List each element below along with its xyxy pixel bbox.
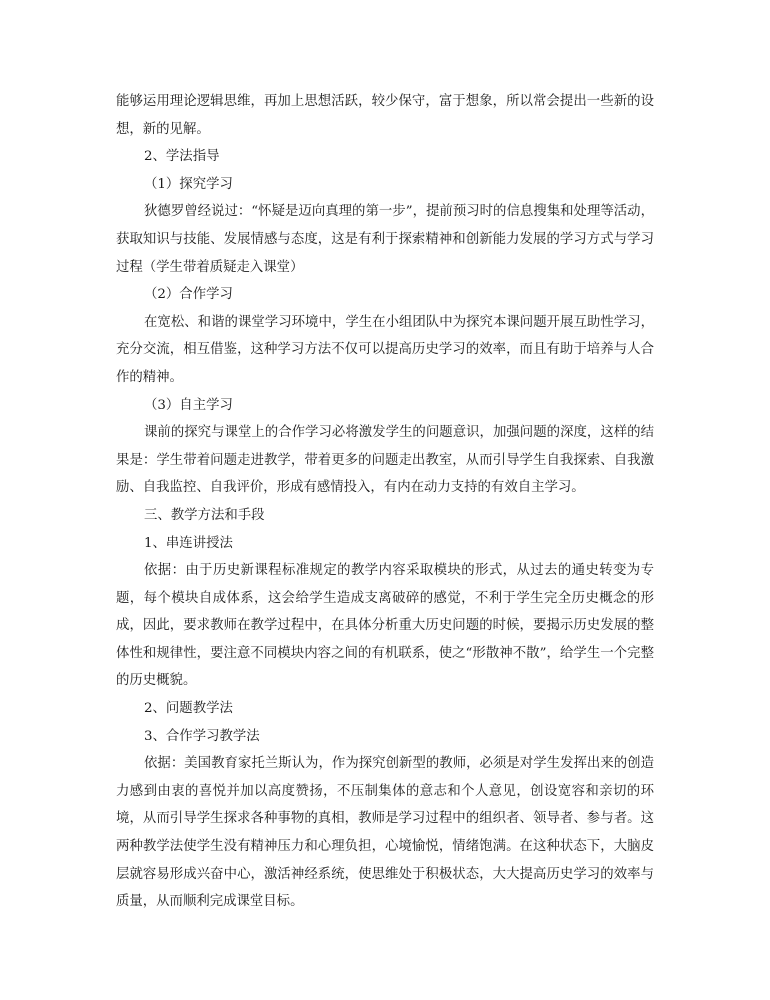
paragraph-autonomous-learning: 课前的探究与课堂上的合作学习必将激发学生的问题意识，加强问题的深度，这样的结果是：学生带着问题走进教学，带着更多的问题走出教室，从而引导学生自我探索、自我激励、自我监控、自我评价，形成有感情投入，有内在动力支持的有效自主学习。 bbox=[116, 425, 654, 496]
paragraph-serial-lecture-basis: 依据：由于历史新课程标准规定的教学内容采取模块的形式，从过去的通史转变为专题，每个模块自成体系，这会给学生造成支离破碎的感觉，不利于学生完全历史概念的形成，因此，要求教师在教学过程中，在具体分析重大历史问题的时候，要揭示历史发展的整体性和规律性，要注意不同模块内容之间的有机联系，使之“形散神不散”，给学生一个完整的历史概貌。 bbox=[116, 563, 654, 689]
heading-serial-lecture-method: 1、串连讲授法 bbox=[144, 535, 233, 551]
heading-problem-teaching-method: 2、问题教学法 bbox=[144, 701, 233, 717]
heading-teaching-methods: 三、教学方法和手段 bbox=[144, 507, 265, 523]
heading-study-guidance: 2、学法指导 bbox=[144, 149, 220, 165]
document-page bbox=[116, 88, 654, 916]
paragraph-inquiry-learning: 狄德罗曾经说过：“怀疑是迈向真理的第一步”，提前预习时的信息搜集和处理等活动，获取知识与技能、发展情感与态度，这是有利于探索精神和创新能力发展的学习方式与学习过程（学生带着质疑走入课堂） bbox=[116, 204, 654, 275]
paragraph-cooperative-teaching-basis: 依据：美国教育家托兰斯认为，作为探究创新型的教师，必须是对学生发挥出来的创造力感到由衷的喜悦并加以高度赞扬，不压制集体的意志和个人意见，创设宽容和亲切的环境，从而引导学生探求各种事物的真相，教师是学习过程中的组织者、领导者、参与者。这两种教学法使学生没有精神压力和心理负担，心境愉悦，情绪饱满。在这种状态下，大脑皮层就容易形成兴奋中心，激活神经系统，使思维处于积极状态，大大提高历史学习的效率与质量，从而顺利完成课堂目标。 bbox=[116, 756, 654, 910]
subheading-inquiry-learning: （1）探究学习 bbox=[144, 176, 233, 192]
paragraph-cooperative-learning: 在宽松、和谐的课堂学习环境中，学生在小组团队中为探究本课问题开展互助性学习，充分交流，相互借鉴，这种学习方法不仅可以提高历史学习的效率，而且有助于培养与人合作的精神。 bbox=[116, 314, 654, 385]
paragraph-continuation: 能够运用理论逻辑思维，再加上思想活跃，较少保守，富于想象，所以常会提出一些新的设想，新的见解。 bbox=[116, 94, 654, 137]
subheading-cooperative-learning: （2）合作学习 bbox=[144, 287, 233, 303]
heading-cooperative-teaching-method: 3、合作学习教学法 bbox=[144, 728, 260, 744]
subheading-autonomous-learning: （3）自主学习 bbox=[144, 397, 233, 413]
